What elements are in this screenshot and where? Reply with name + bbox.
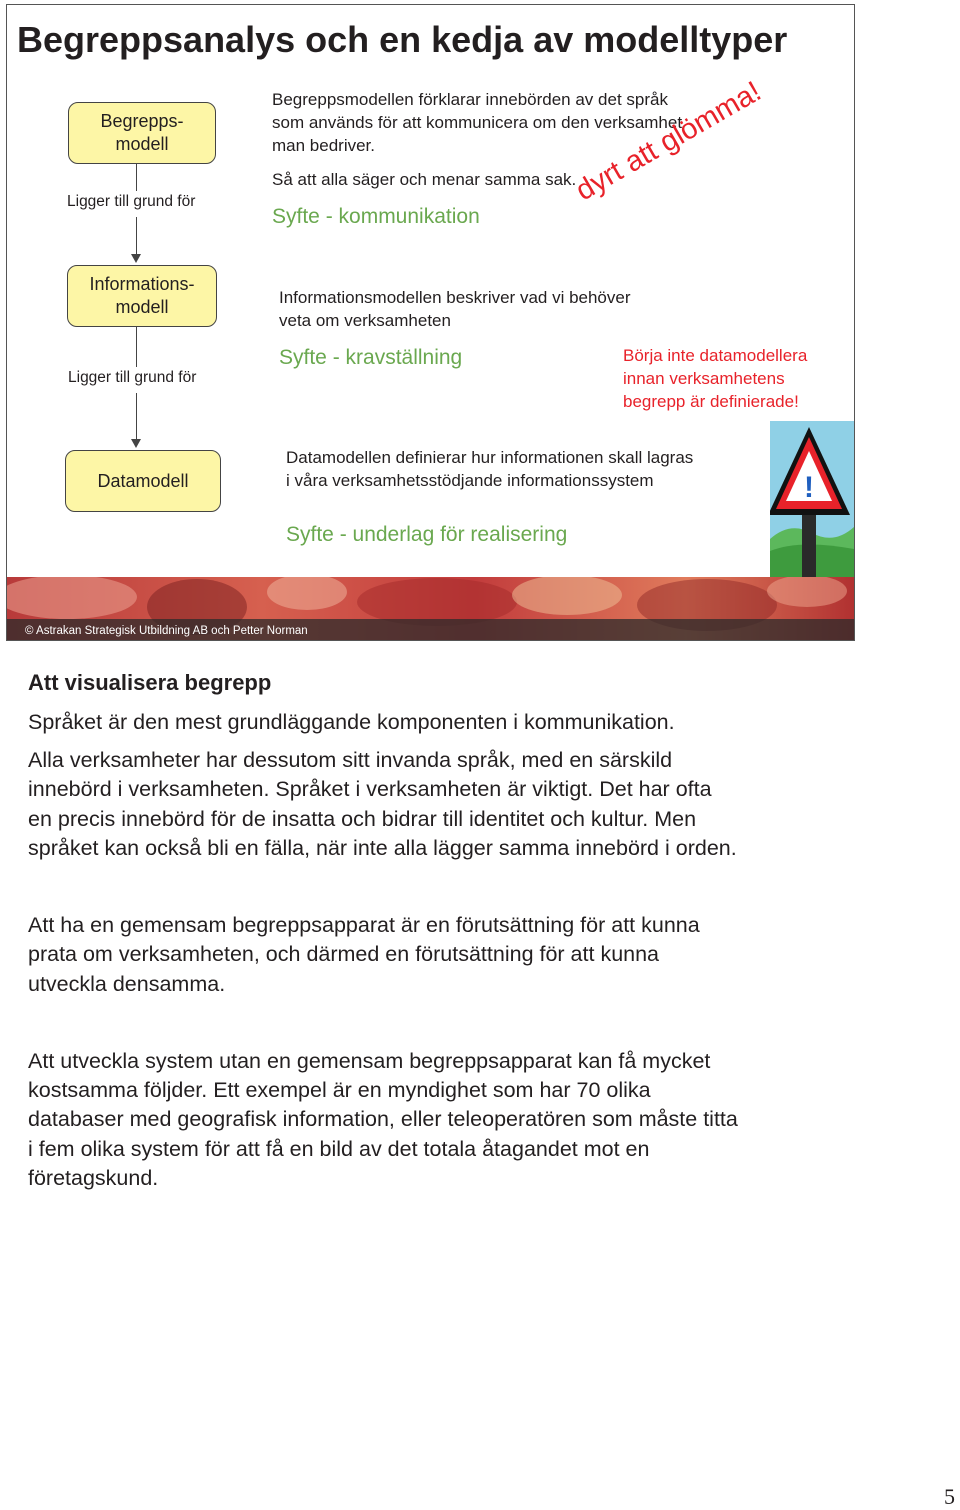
copyright-text: © Astrakan Strategisk Utbildning AB och Petter Norman bbox=[25, 625, 308, 637]
paragraph-2-line-3: utveckla densamma. bbox=[28, 972, 226, 996]
informationsmodell-line-1: Informationsmodellen beskriver vad vi behöver bbox=[279, 288, 631, 307]
section-heading: Att visualisera begrepp bbox=[28, 670, 272, 695]
purpose-kommunikation: Syfte - kommunikation bbox=[272, 205, 480, 228]
paragraph-2-line-2: prata om verksamheten, och därmed en förutsättning för att kunna bbox=[28, 942, 660, 966]
paragraph-1-line-5: språket kan också bli en fälla, när inte alla lägger samma innebörd i orden. bbox=[28, 836, 737, 860]
paragraph-1-line-2: Alla verksamheter har dessutom sitt invanda språk, med en särskild bbox=[28, 748, 673, 772]
warning-line-3: begrepp är definierade! bbox=[623, 392, 799, 411]
begreppsmodell-line-1: Begreppsmodellen förklarar innebörden av det språk bbox=[272, 90, 668, 109]
box-begreppsmodell: Begrepps- modell bbox=[68, 102, 216, 164]
paragraph-3-line-4: i fem olika system för att få en bild av det totala åtagandet mot en bbox=[28, 1137, 650, 1161]
warning-sign-icon bbox=[770, 421, 854, 578]
connector-line bbox=[136, 393, 137, 439]
datamodell-line-2: i våra verksamhetsstödjande informationssystem bbox=[286, 471, 654, 490]
connector-line bbox=[136, 327, 137, 368]
begreppsmodell-line-2: som används för att kommunicera om den verksamhet bbox=[272, 113, 683, 132]
datamodell-line-1: Datamodellen definierar hur informationen skall lagras bbox=[286, 448, 694, 467]
warning-sign-image bbox=[770, 421, 854, 578]
paragraph-3-line-1: Att utveckla system utan en gemensam begreppsapparat kan få mycket bbox=[28, 1049, 711, 1073]
box-datamodell: Datamodell bbox=[65, 450, 221, 512]
slide-title: Begreppsanalys och en kedja av modelltyper bbox=[17, 19, 788, 60]
paragraph-3-line-5: företagskund. bbox=[28, 1166, 159, 1190]
informationsmodell-line-2: veta om verksamheten bbox=[279, 311, 451, 330]
connector-line bbox=[136, 164, 137, 194]
warning-line-2: innan verksamhetens bbox=[623, 369, 785, 388]
begreppsmodell-line-3: man bedriver. bbox=[272, 136, 375, 155]
paragraph-1-line-3: innebörd i verksamheten. Språket i verksamheten är viktigt. Det har ofta bbox=[28, 777, 712, 801]
begreppsmodell-extra: Så att alla säger och menar samma sak. bbox=[272, 170, 577, 189]
purpose-realisering: Syfte - underlag för realisering bbox=[286, 523, 568, 546]
connector-label: Ligger till grund för bbox=[67, 191, 195, 213]
box-informationsmodell: Informations- modell bbox=[67, 265, 217, 327]
paragraph-3-line-2: kostsamma följder. Ett exempel är en myndighet som har 70 olika bbox=[28, 1078, 651, 1102]
purpose-kravstallning: Syfte - kravställning bbox=[279, 346, 463, 369]
connector-label: Ligger till grund för bbox=[68, 367, 196, 389]
paragraph-2-line-1: Att ha en gemensam begreppsapparat är en förutsättning för att kunna bbox=[28, 913, 700, 937]
slanted-note: dyrt att glömma! bbox=[570, 75, 767, 208]
connector-line bbox=[136, 217, 137, 254]
slide bbox=[6, 4, 855, 641]
page-number: 5 bbox=[944, 1484, 955, 1509]
arrowhead bbox=[131, 439, 141, 448]
paragraph-1-line-1: Språket är den mest grundläggande komponenten i kommunikation. bbox=[28, 710, 675, 734]
warning-line-1: Börja inte datamodellera bbox=[623, 346, 808, 365]
arrowhead bbox=[131, 254, 141, 263]
paragraph-1-line-4: en precis innebörd för de insatta och bidrar till identitet och kultur. Men bbox=[28, 807, 697, 831]
svg-text:!: ! bbox=[804, 471, 814, 504]
paragraph-3-line-3: databaser med geografisk information, eller teleoperatören som måste titta bbox=[28, 1107, 738, 1131]
